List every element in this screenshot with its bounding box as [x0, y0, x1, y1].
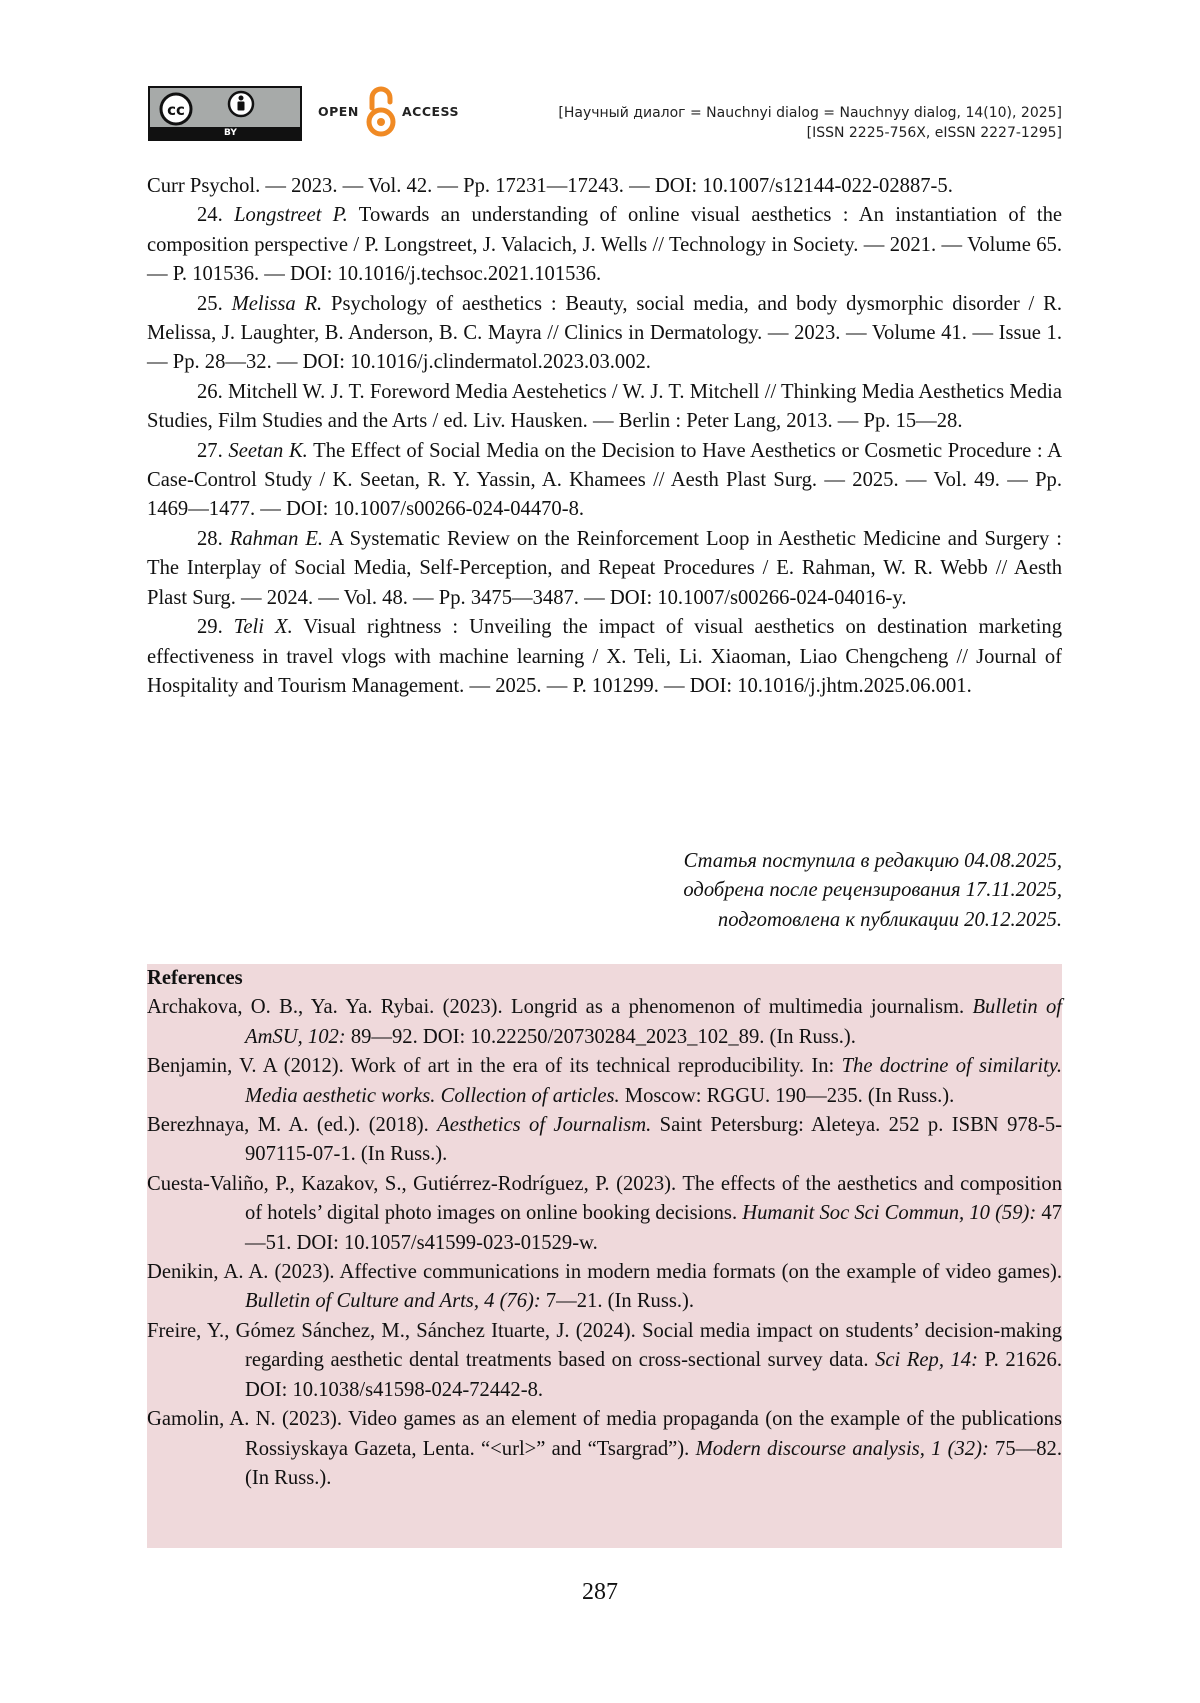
text-run: 89—92. DOI: 10.22250/20730284_2023_102_89. (In Russ.). [345, 1025, 856, 1048]
text-run: P. 21626. DOI: 10.1038/s41598-024-72442-8. [245, 1349, 1062, 1401]
article-history [683, 847, 1062, 935]
text-run: Moscow: RGGU. 190—235. (In Russ.). [619, 1084, 955, 1107]
text-run: Visual rightness : Unveiling the impact of visual aesthetics on destination marketing effectiveness in travel vlogs with machine learning / X. Teli, Li. Xiaoman, Liao Chengcheng // Journal of Hospitality and Tourism Management. — 2025. — P. 101299. — DOI: 10.1016/j.jhtm.2025.06.001. [147, 616, 1063, 697]
italic-text: Humanit Soc Sci Commun, 10 (59): [742, 1202, 1037, 1225]
text-run: 26. Mitchell W. J. T. Foreword Media Aestehetics / W. J. T. Mitchell // Thinking Media Aesthetics Media Studies, Film Studies and the Arts / ed. Liv. Hausken. — Berlin : Peter Lang, 2013. — Pp. 15—28. [147, 380, 1062, 433]
text-run: Archakova, O. B., Ya. Ya. Rybai. (2023). Longrid as a phenomenon of multimedia journalism. [147, 996, 973, 1019]
text-run: Saint Petersburg: Aleteya. 252 p. ISBN 978-5-907115-07-1. (In Russ.). [245, 1114, 1062, 1166]
journal-citation-line: [Научный диалог = Nauchnyi dialog = Nauchnyy dialog, 14(10), 2025] [558, 105, 1062, 121]
bibliography-entry [147, 613, 1062, 701]
text-run: 47—51. DOI: 10.1057/s41599-023-01529-w. [245, 1202, 1062, 1254]
reference-entry [147, 993, 1062, 1052]
svg-text:cc: cc [167, 101, 185, 119]
open-access-lock-icon [362, 86, 402, 140]
bibliography-entry [147, 172, 1062, 201]
reference-entry [147, 1258, 1062, 1317]
text-run: The Effect of Social Media on the Decision to Have Aesthetics or Cosmetic Procedure : A Case-Control Study / K. Seetan, R. Y. Yassin, A. Khamees // Aesth Plast Surg. — 2025. — Vol. 49. — Pp. 1469—1477. — DOI: 10.1007/s00266-024-04470-8. [147, 439, 1063, 521]
bibliography-entry [147, 378, 1062, 437]
references-section [147, 964, 1062, 1548]
issn-line: [ISSN 2225-756X, eISSN 2227-1295] [806, 125, 1062, 141]
bibliography-entry [147, 437, 1062, 525]
page-number: 287 [582, 1579, 618, 1605]
open-access-logo[interactable] [318, 86, 458, 140]
running-head [558, 103, 1062, 143]
cc-by-license-badge[interactable] [148, 86, 302, 141]
open-access-right-word: ACCESS [402, 104, 460, 119]
italic-text: Aesthetics of Journalism. [437, 1114, 652, 1137]
italic-text: Melissa R. [231, 292, 323, 315]
approved-date-line: одобрена после рецензирования 17.11.2025, [683, 879, 1062, 902]
italic-text: Seetan K. [228, 439, 308, 462]
bibliography-entry [147, 201, 1062, 289]
reference-entry [147, 1170, 1062, 1258]
text-run: Gamolin, A. N. (2023). Video games as an element of media propaganda (on the example of the publications Rossiyskaya Gazeta, Lenta. “<url>” and “Tsargrad”). [147, 1408, 1062, 1460]
references-heading: References [147, 967, 243, 989]
italic-text: Bulletin of AmSU, 102: [245, 996, 1063, 1048]
reference-entry [147, 1405, 1062, 1493]
text-run: 75—82. (In Russ.). [245, 1437, 1062, 1489]
text-run: 28. [197, 527, 230, 550]
received-date-line: Статья поступила в редакцию 04.08.2025, [683, 850, 1062, 872]
text-run: 29. [197, 616, 234, 639]
references-list [147, 993, 1062, 1493]
text-run: Psychology of aesthetics : Beauty, social media, and body dysmorphic disorder / R. Melissa, J. Laughter, B. Anderson, B. C. Mayra // Clinics in Dermatology. — 2023. — Volume 41. — Issue 1. — Pp. 28—32. — DOI: 10.1016/j.clindermatol.2023.03.002. [147, 292, 1062, 374]
text-run: Berezhnaya, M. A. (ed.). (2018). [147, 1114, 438, 1137]
italic-text: Longstreet P. [234, 204, 348, 227]
reference-entry [147, 1317, 1062, 1405]
bibliography-list [147, 172, 1062, 701]
italic-text: Modern discourse analysis, 1 (32): [695, 1437, 989, 1460]
bibliography-entry [147, 290, 1062, 378]
reference-entry [147, 1111, 1062, 1170]
italic-text: Teli X. [233, 616, 293, 639]
italic-text: Rahman E. [229, 527, 324, 550]
text-run: Curr Psychol. — 2023. — Vol. 42. — Pp. 17231—17243. — DOI: 10.1007/s12144-022-02887-5. [147, 175, 953, 197]
text-run: 27. [197, 439, 229, 462]
text-run: Cuesta-Valiño, P., Kazakov, S., Gutiérrez-Rodríguez, P. (2023). The effects of the aesthetics and composition of hotels’ digital photo images on online booking decisions. [147, 1172, 1062, 1225]
text-run: Benjamin, V. A (2012). Work of art in the era of its technical reproducibility. In: [147, 1055, 842, 1078]
bibliography-entry [147, 525, 1062, 613]
text-run: 25. [197, 292, 232, 315]
text-run: Denikin, A. A. (2023). Affective communications in modern media formats (on the example of video games). [147, 1261, 1062, 1284]
text-run: 7—21. (In Russ.). [540, 1290, 695, 1313]
license-type: BY [224, 128, 237, 138]
text-run: 24. [197, 204, 235, 227]
text-run: Towards an understanding of online visual aesthetics : An instantiation of the composition perspective / P. Longstreet, J. Valacich, J. Wells // Technology in Society. — 2021. — Volume 65. — P. 101536. — DOI: 10.1016/j.techsoc.2021.101536. [147, 204, 1063, 286]
text-run: A Systematic Review on the Reinforcement Loop in Aesthetic Medicine and Surgery : The Interplay of Social Media, Self-Perception, and Repeat Procedures / E. Rahman, W. R. Webb // Aesth Plast Surg. — 2024. — Vol. 48. — Pp. 3475—3487. — DOI: 10.1007/s00266-024-04016-y. [147, 527, 1063, 609]
prepared-date-line: подготовлена к публикации 20.12.2025. [717, 908, 1062, 931]
reference-entry [147, 1052, 1062, 1111]
italic-text: Sci Rep, 14: [875, 1349, 978, 1372]
open-access-left-word: OPEN [318, 104, 359, 119]
cc-logo-icon [150, 88, 300, 128]
italic-text: Bulletin of Culture and Arts, 4 (76): [245, 1290, 541, 1313]
text-run: Freire, Y., Gómez Sánchez, M., Sánchez Ituarte, J. (2024). Social media impact on students’ decision-making regarding aesthetic dental treatments based on cross-sectional survey data. [147, 1319, 1062, 1372]
italic-text: The doctrine of similarity. Media aesthetic works. Collection of articles. [245, 1055, 1063, 1107]
